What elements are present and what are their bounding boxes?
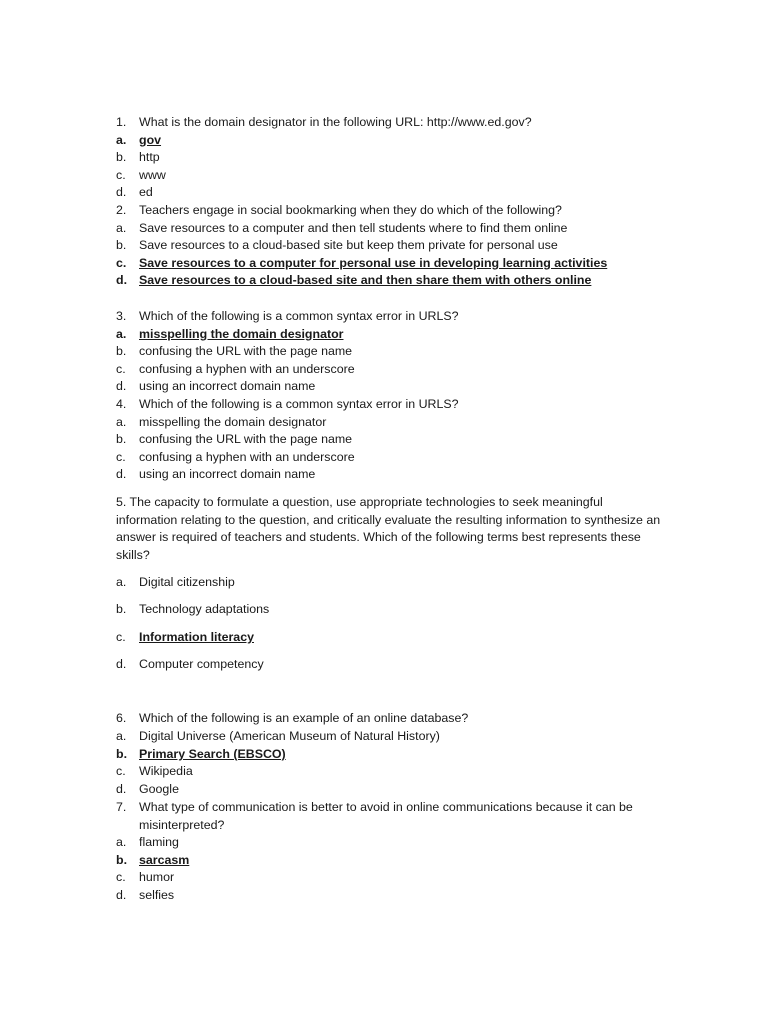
option-label: a. [116,132,127,147]
answer-option-text: Primary Search (EBSCO) [139,747,286,761]
option-text: ed [139,185,153,200]
option-text: confusing a hyphen with an underscore [139,361,355,376]
option-label: d. [116,185,127,200]
option-label: d. [116,467,127,482]
question-3 [116,308,672,326]
option-text: www [139,167,166,182]
option-label: b. [116,344,127,359]
option-label: b. [116,432,127,447]
answer-option-text: Save resources to a computer for personal use in developing learning activities [139,255,608,270]
option-b [116,746,672,764]
option-text: misspelling the domain designator [139,414,327,429]
option-text: using an incorrect domain name [139,379,316,394]
question-number: 6. [116,711,127,725]
question-7 [116,799,672,834]
option-label: c. [116,630,126,644]
option-b [116,149,672,167]
option-b [116,431,672,449]
option-label: d. [116,888,127,902]
option-d [116,781,672,799]
option-text: http [139,150,160,165]
option-a [116,834,672,852]
option-d [116,466,672,484]
option-a [116,574,672,592]
option-a [116,220,672,238]
option-label: b. [116,150,127,165]
question-1 [116,114,672,132]
option-label: d. [116,379,127,394]
option-text: confusing the URL with the page name [139,344,353,359]
option-text: flaming [139,835,179,849]
question-number: 1. [116,115,127,129]
option-text: Computer competency [139,657,264,671]
option-b [116,237,672,255]
question-text: Teachers engage in social bookmarking when they do which of the following? [139,203,562,217]
option-text: selfies [139,888,175,902]
option-c [116,449,672,467]
option-d [116,887,672,905]
option-text: Digital citizenship [139,575,235,589]
option-c [116,629,672,647]
answer-option-text: sarcasm [139,853,190,867]
option-text: humor [139,870,175,884]
option-text: confusing the URL with the page name [139,432,353,447]
option-label: d. [116,273,128,288]
option-label: b. [116,602,127,616]
option-c [116,361,672,379]
answer-option-text: Information literacy [139,630,254,644]
question-text: Which of the following is a common syntax error in URLS? [139,397,459,411]
option-c [116,167,672,185]
option-label: b. [116,747,128,761]
answer-option-text: misspelling the domain designator [139,326,344,341]
question-6 [116,710,672,728]
option-a [116,728,672,746]
option-a [116,414,672,432]
answer-option-text: gov [139,132,162,147]
option-label: d. [116,657,127,671]
option-label: b. [116,238,127,253]
option-label: a. [116,326,127,341]
question-text: What type of communication is better to avoid in online communications because it can be misinterpreted? [139,800,633,832]
question-number: 3. [116,309,127,323]
option-a [116,132,672,150]
option-text: Google [139,782,179,796]
option-label: c. [116,255,127,270]
option-d [116,272,672,290]
option-b [116,601,672,619]
option-text: confusing a hyphen with an underscore [139,449,355,464]
question-4 [116,396,672,414]
question-2 [116,202,672,220]
option-d [116,378,672,396]
question-5-text: 5. The capacity to formulate a question, use appropriate technologies to seek meaningful information relating to the question, and critically evaluate the resulting information to synthesize an answer is required of teachers and students. Which of the following terms best represents these skills? [116,495,661,562]
option-text: Wikipedia [139,764,193,778]
answer-option-text: Save resources to a cloud-based site and then share them with others online [139,273,592,288]
option-c [116,763,672,781]
option-label: a. [116,729,127,743]
option-b [116,852,672,870]
option-text: Technology adaptations [139,602,270,616]
question-number: 7. [116,800,127,814]
option-label: a. [116,414,127,429]
option-text: Save resources to a cloud-based site but keep them private for personal use [139,238,558,253]
option-label: d. [116,782,127,796]
option-text: using an incorrect domain name [139,467,316,482]
option-d [116,184,672,202]
option-label: c. [116,361,126,376]
option-label: c. [116,167,126,182]
option-c [116,869,672,887]
question-text: Which of the following is a common syntax error in URLS? [139,309,459,323]
option-label: a. [116,220,127,235]
option-label: b. [116,853,128,867]
option-label: a. [116,835,127,849]
option-c [116,255,672,273]
option-d [116,656,672,674]
option-text: Digital Universe (American Museum of Natural History) [139,729,440,743]
option-text: Save resources to a computer and then tell students where to find them online [139,220,568,235]
option-label: c. [116,870,126,884]
question-text: What is the domain designator in the following URL: http://www.ed.gov? [139,115,532,129]
option-label: c. [116,449,126,464]
option-label: a. [116,575,127,589]
option-b [116,343,672,361]
question-number: 2. [116,203,127,217]
option-a [116,326,672,344]
option-label: c. [116,764,126,778]
question-text: Which of the following is an example of an online database? [139,711,469,725]
question-number: 4. [116,397,127,411]
